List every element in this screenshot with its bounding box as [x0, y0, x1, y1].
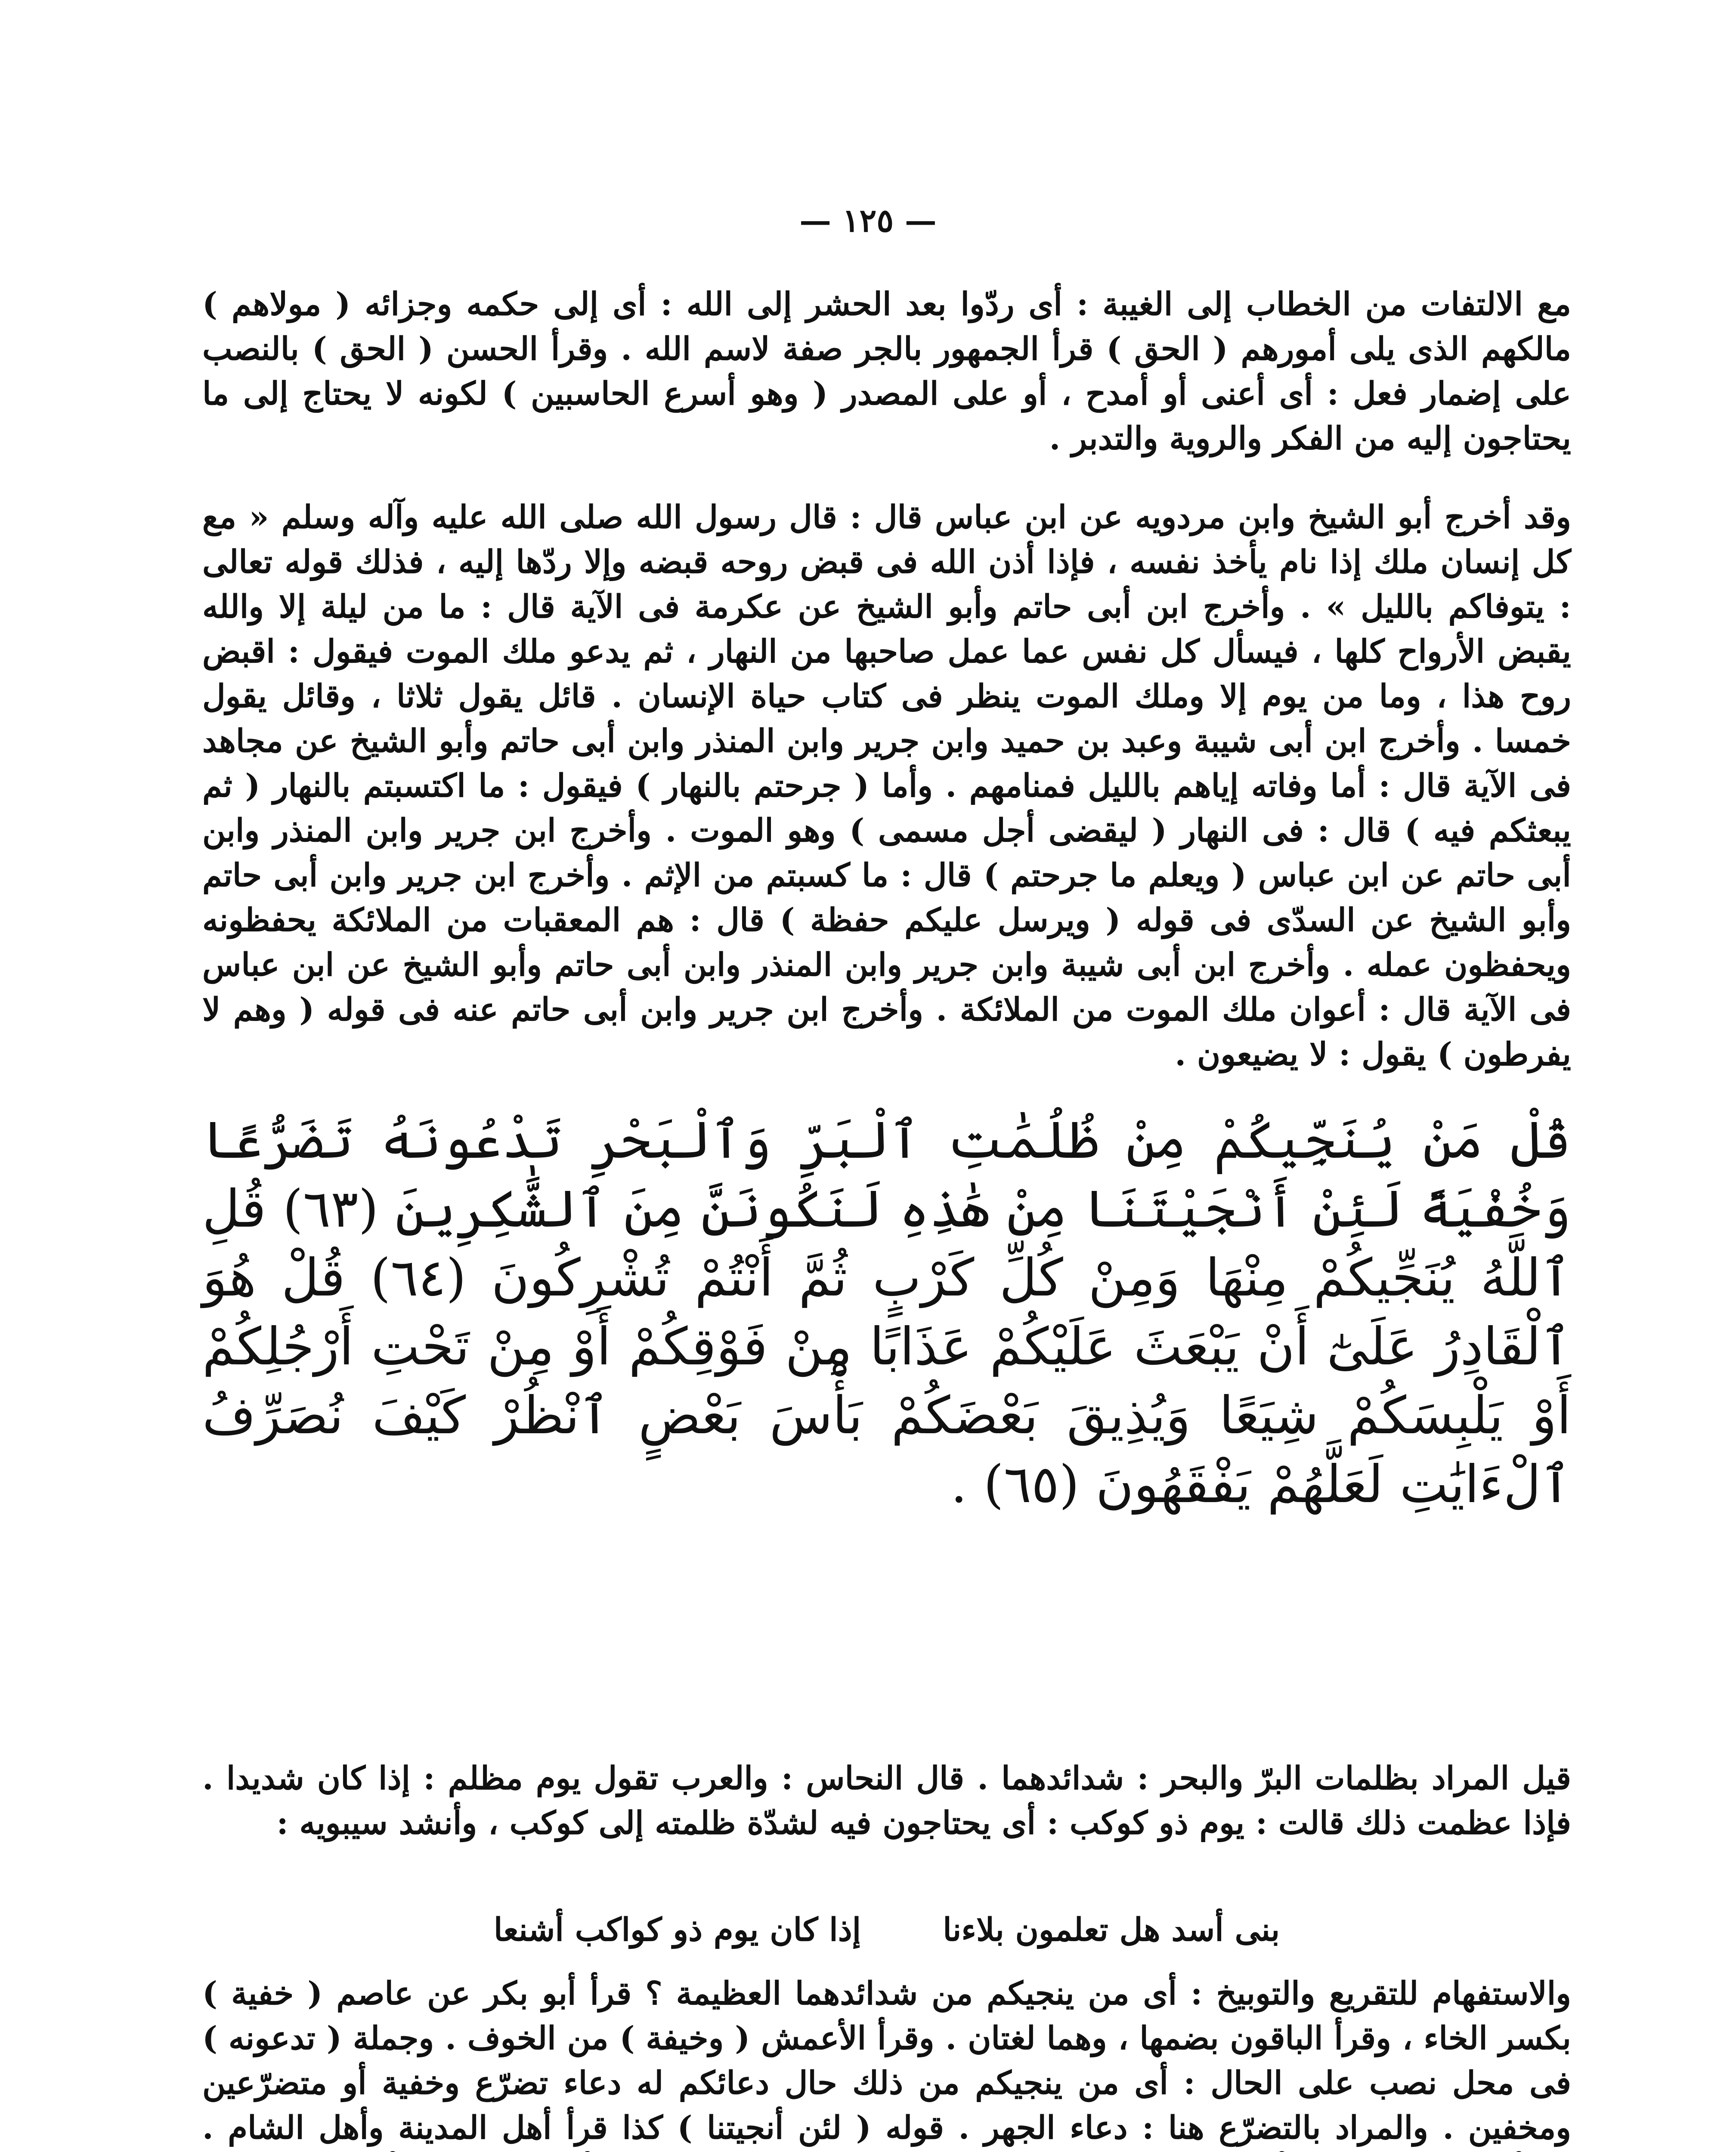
poem-second-hemistich: إذا كان يوم ذو كواكب أشنعا: [493, 1911, 861, 1948]
poem-first-hemistich: بنى أسد هل تعلمون بلاءنا: [943, 1911, 1280, 1948]
quran-verse-block: قُلْ مَنْ يُنَجِّيكُمْ مِنْ ظُلُمَٰتِ ٱلْبَرِّ وَٱلْبَحْرِ تَدْعُونَهُ تَضَرُّعًا وَخُفْيَةً لَئِنْ أَنْجَيْتَنَا مِنْ هَٰذِهِ لَنَكُونَنَّ مِنَ ٱلشَّٰكِرِينَ (٦٣) قُلِ ٱللَّهُ يُنَجِّيكُمْ مِنْهَا وَمِنْ كُلِّ كَرْبٍ ثُمَّ أَنْتُمْ تُشْرِكُونَ (٦٤) قُلْ هُوَ ٱلْقَادِرُ عَلَىٰٓ أَنْ يَبْعَثَ عَلَيْكُمْ عَذَابًا مِنْ فَوْقِكُمْ أَوْ مِنْ تَحْتِ أَرْجُلِكُمْ أَوْ يَلْبِسَكُمْ شِيَعًا وَيُذِيقَ بَعْضَكُمْ بَأْسَ بَعْضٍ ٱنْظُرْ كَيْفَ نُصَرِّفُ ٱلْءَايَٰتِ لَعَلَّهُمْ يَفْقَهُونَ (٦٥) .: [202, 1110, 1572, 1515]
hadith-reports-paragraph: وقد أخرج أبو الشيخ وابن مردويه عن ابن عباس قال : قال رسول الله صلى الله عليه وآله وسلم « مع كل إنسان ملك إذا نام يأخذ نفسه ، فإذا أذن الله فى قبض روحه قبضه وإلا ردّها إليه ، فذلك قوله تعالى : يتوفاكم بالليل » . وأخرج ابن أبى حاتم وأبو الشيخ عن عكرمة فى الآية قال : ما من ليلة إلا والله يقبض الأرواح كلها ، فيسأل كل نفس عما عمل صاحبها من النهار ، ثم يدعو ملك الموت فيقول : اقبض روح هذا ، وما من يوم إلا وملك الموت ينظر فى كتاب حياة الإنسان . قائل يقول ثلاثا ، وقائل يقول خمسا . وأخرج ابن أبى شيبة وعبد بن حميد وابن جرير وابن المنذر وابن أبى حاتم وأبو الشيخ عن مجاهد فى الآية قال : أما وفاته إياهم بالليل فمنامهم . وأما ( جرحتم بالنهار ) فيقول : ما اكتسبتم بالنهار ( ثم يبعثكم فيه ) قال : فى النهار ( ليقضى أجل مسمى ) وهو الموت . وأخرج ابن جرير وابن المنذر وابن أبى حاتم عن ابن عباس ( ويعلم ما جرحتم ) قال : ما كسبتم من الإثم . وأخرج ابن جرير وابن أبى حاتم وأبو الشيخ عن السدّى فى قوله ( ويرسل عليكم حفظة ) قال : هم المعقبات من الملائكة يحفظونه ويحفظون عمله . وأخرج ابن أبى شيبة وابن جرير وابن المنذر وابن أبى حاتم وأبو الشيخ عن ابن عباس فى الآية قال : أعوان ملك الموت من الملائكة . وأخرج ابن جرير وابن أبى حاتم عنه فى قوله ( وهم لا يفرطون ) يقول : لا يضيعون .: [202, 499, 1571, 1073]
commentary-paragraph: مع الالتفات من الخطاب إلى الغيبة : أى ردّوا بعد الحشر إلى الله : أى إلى حكمه وجزائه ( مولاهم ) مالكهم الذى يلى أمورهم ( الحق ) قرأ الجمهور بالجر صفة لاسم الله . وقرأ الحسن ( الحق ) بالنصب على إضمار فعل : أى أعنى أو أمدح ، أو على المصدر ( وهو أسرع الحاسبين ) لكونه لا يحتاج إلى ما يحتاجون إليه من الفكر والروية والتدبر .: [202, 286, 1571, 457]
poetry-couplet: [202, 1908, 1571, 1952]
explanation-paragraph: قيل المراد بظلمات البرّ والبحر : شدائدهما . قال النحاس : والعرب تقول يوم مظلم : إذا كان شديدا . فإذا عظمت ذلك قالت : يوم ذو كوكب : أى يحتاجون فيه لشدّة ظلمته إلى كوكب ، وأنشد سيبويه :: [202, 1760, 1571, 1842]
grammar-paragraph: والاستفهام للتقريع والتوبيخ : أى من ينجيكم من شدائدهما العظيمة ؟ قرأ أبو بكر عن عاصم ( خفية ) بكسر الخاء ، وقرأ الباقون بضمها ، وهما لغتان . وقرأ الأعمش ( وخيفة ) من الخوف . وجملة ( تدعونه ) فى محل نصب على الحال : أى من ينجيكم من ذلك حال دعائكم له دعاء تضرّع وخفية أو متضرّعين ومخفين . والمراد بالتضرّع هنا : دعاء الجهر . قوله ( لئن أنجيتنا ) كذا قرأ أهل المدينة وأهل الشام .: [202, 1975, 1571, 2146]
page-number: — ١٢٥ —: [799, 202, 937, 239]
